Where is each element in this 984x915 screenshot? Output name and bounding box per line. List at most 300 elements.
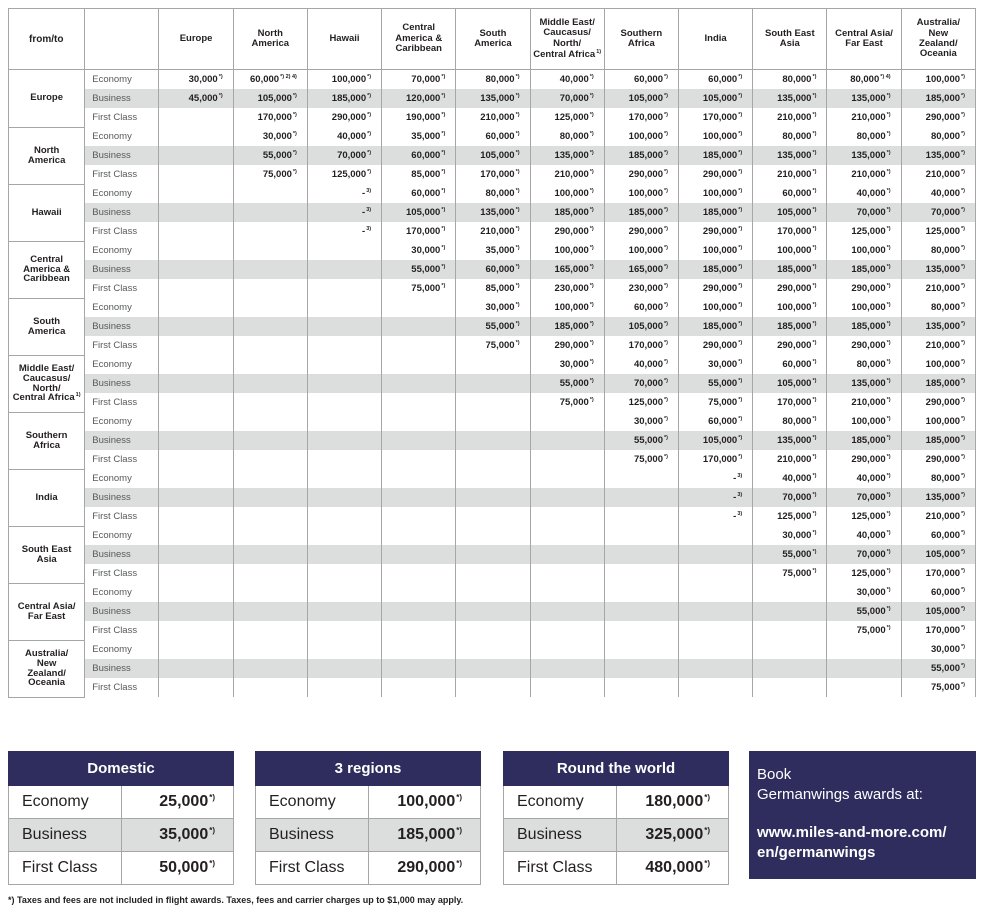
miles-value: 80,000 bbox=[856, 359, 886, 370]
award-miles-cell bbox=[827, 412, 901, 431]
footnote-marker: *) bbox=[812, 397, 817, 403]
footnote-marker: *) bbox=[664, 188, 668, 194]
footnote-marker: *) bbox=[886, 245, 891, 251]
footnote-marker: *) bbox=[664, 302, 668, 308]
award-miles-cell bbox=[382, 640, 456, 659]
award-miles-cell bbox=[604, 602, 678, 621]
award-miles-cell bbox=[604, 279, 678, 298]
footnote-marker: *) bbox=[515, 283, 520, 289]
footnote-marker: *) bbox=[812, 511, 817, 517]
miles-value: 210,000 bbox=[480, 226, 515, 237]
award-miles-cell bbox=[159, 488, 233, 507]
footnote-marker: *) bbox=[961, 150, 965, 156]
footnote-marker: *) bbox=[589, 397, 594, 403]
miles-value: 70,000 bbox=[633, 378, 663, 389]
award-row bbox=[9, 260, 976, 279]
miles-value: 185,000 bbox=[702, 150, 738, 161]
box-title: Round the world bbox=[504, 752, 729, 786]
footnote-marker: *) bbox=[961, 112, 965, 118]
miles-value: 135,000 bbox=[777, 150, 812, 161]
miles-value: 55,000 bbox=[782, 549, 812, 560]
award-miles-cell bbox=[233, 393, 307, 412]
award-miles-cell bbox=[307, 393, 381, 412]
award-miles-cell bbox=[827, 165, 901, 184]
footnote-marker: *) bbox=[664, 131, 668, 137]
miles-value: 185,000 bbox=[851, 264, 886, 275]
award-miles-cell bbox=[159, 203, 233, 222]
award-miles-cell bbox=[604, 431, 678, 450]
miles-value: 70,000 bbox=[930, 207, 961, 218]
footnote-marker: *) bbox=[738, 416, 743, 422]
footnote-marker: *) bbox=[738, 188, 743, 194]
destination-header-row bbox=[9, 9, 976, 70]
footnote-marker: *) bbox=[738, 74, 743, 80]
footnote-marker: *) bbox=[664, 74, 668, 80]
miles-value: 185,000 bbox=[777, 264, 812, 275]
origin-region-line: America bbox=[27, 325, 66, 337]
class-label: Business bbox=[85, 374, 159, 393]
footnote-marker: *) bbox=[886, 549, 891, 555]
miles-value: 105,000 bbox=[702, 435, 738, 446]
miles-value: 210,000 bbox=[925, 511, 961, 522]
award-miles-cell bbox=[901, 279, 975, 298]
award-row bbox=[9, 89, 976, 108]
award-miles-cell bbox=[307, 507, 381, 526]
award-row bbox=[9, 374, 976, 393]
award-miles-cell bbox=[307, 260, 381, 279]
miles-value: 60,000 bbox=[411, 188, 441, 199]
award-miles-cell bbox=[382, 602, 456, 621]
footnote-marker: *) bbox=[961, 93, 965, 99]
class-label: Business bbox=[85, 488, 159, 507]
destination-header-line: Caucasus/ bbox=[543, 27, 591, 39]
box-miles-value: 185,000*) bbox=[369, 819, 481, 852]
miles-value: 40,000 bbox=[856, 530, 886, 541]
award-miles-cell bbox=[678, 602, 752, 621]
award-miles-cell bbox=[382, 317, 456, 336]
award-miles-cell bbox=[678, 431, 752, 450]
footnote-marker: *) bbox=[292, 93, 297, 99]
miles-value: 210,000 bbox=[925, 283, 961, 294]
origin-region-line: Asia bbox=[36, 553, 57, 565]
award-miles-cell bbox=[307, 165, 381, 184]
award-miles-cell bbox=[307, 602, 381, 621]
footnote-marker: *) bbox=[589, 112, 594, 118]
box-miles-value: 180,000*) bbox=[617, 786, 729, 819]
award-grid-body bbox=[9, 70, 976, 698]
miles-value: 100,000 bbox=[702, 188, 738, 199]
award-miles-cell bbox=[233, 127, 307, 146]
award-miles-cell bbox=[382, 450, 456, 469]
award-miles-cell bbox=[382, 222, 456, 241]
award-miles-cell bbox=[456, 374, 530, 393]
destination-header-line: Central bbox=[402, 22, 436, 34]
miles-value: 35,000 bbox=[411, 131, 441, 142]
footnote-marker: *) bbox=[664, 93, 668, 99]
award-miles-cell bbox=[159, 241, 233, 260]
class-label: Business bbox=[85, 659, 159, 678]
award-miles-cell bbox=[604, 678, 678, 697]
award-miles-cell bbox=[827, 621, 901, 640]
miles-value: 70,000 bbox=[411, 74, 441, 85]
miles-value: 135,000 bbox=[925, 264, 961, 275]
award-miles-cell bbox=[233, 374, 307, 393]
award-miles-cell bbox=[901, 469, 975, 488]
footnote-marker: *) bbox=[738, 169, 743, 175]
award-miles-cell bbox=[827, 469, 901, 488]
award-miles-cell bbox=[753, 279, 827, 298]
footnote-marker: *) bbox=[886, 169, 891, 175]
award-miles-cell bbox=[456, 146, 530, 165]
origin-region-line: Caribbean bbox=[23, 273, 70, 285]
origin-region-line: North/ bbox=[32, 382, 61, 394]
award-miles-cell bbox=[530, 355, 604, 374]
award-miles-cell bbox=[307, 203, 381, 222]
miles-value: 55,000 bbox=[708, 378, 738, 389]
footnote-marker: *) bbox=[886, 359, 891, 365]
award-miles-cell bbox=[678, 678, 752, 697]
award-miles-cell bbox=[530, 469, 604, 488]
miles-value: 40,000 bbox=[633, 359, 663, 370]
award-miles-cell bbox=[753, 298, 827, 317]
footnote-marker: *) bbox=[589, 245, 594, 251]
miles-value: - bbox=[733, 473, 737, 484]
miles-value: 170,000 bbox=[257, 112, 292, 123]
footnote-marker: *) bbox=[961, 663, 965, 669]
footnote-marker: *) bbox=[441, 150, 446, 156]
award-miles-cell bbox=[159, 317, 233, 336]
footnote-marker: *) bbox=[738, 397, 743, 403]
footnote-marker: *) bbox=[961, 302, 965, 308]
award-miles-cell bbox=[530, 298, 604, 317]
footnote-marker: *) bbox=[886, 492, 891, 498]
award-miles-cell bbox=[456, 184, 530, 203]
award-miles-cell bbox=[827, 602, 901, 621]
class-label: First Class bbox=[85, 279, 159, 298]
award-miles-cell bbox=[233, 431, 307, 450]
award-miles-cell bbox=[604, 583, 678, 602]
footnote-marker: *) bbox=[515, 245, 520, 251]
award-miles-cell bbox=[604, 355, 678, 374]
miles-value: 105,000 bbox=[406, 207, 441, 218]
footnote-marker: *) bbox=[961, 188, 965, 194]
footnote-marker: *) bbox=[664, 321, 668, 327]
award-miles-cell bbox=[827, 507, 901, 526]
award-miles-cell bbox=[307, 431, 381, 450]
award-row bbox=[9, 488, 976, 507]
award-miles-cell bbox=[827, 431, 901, 450]
origin-region-line: Far East bbox=[27, 610, 66, 622]
award-miles-cell bbox=[307, 545, 381, 564]
award-miles-cell bbox=[678, 355, 752, 374]
award-miles-cell bbox=[233, 469, 307, 488]
miles-value: 135,000 bbox=[925, 321, 961, 332]
miles-value: 290,000 bbox=[851, 454, 886, 465]
footnote-marker: 3) bbox=[737, 473, 743, 479]
award-miles-cell bbox=[159, 355, 233, 374]
miles-value: 120,000 bbox=[406, 93, 441, 104]
award-miles-cell bbox=[604, 260, 678, 279]
award-miles-cell bbox=[382, 393, 456, 412]
footnote-marker: *) bbox=[738, 435, 743, 441]
award-miles-cell bbox=[530, 70, 604, 90]
award-miles-cell bbox=[233, 526, 307, 545]
miles-value: 210,000 bbox=[554, 169, 589, 180]
footnote-marker: *) bbox=[886, 606, 891, 612]
miles-value: 185,000 bbox=[925, 435, 961, 446]
miles-value: 100,000 bbox=[851, 302, 886, 313]
award-miles-cell bbox=[307, 222, 381, 241]
award-miles-cell bbox=[159, 621, 233, 640]
award-miles-cell bbox=[753, 678, 827, 697]
award-row bbox=[9, 393, 976, 412]
award-miles-cell bbox=[307, 184, 381, 203]
origin-region-line: Hawaii bbox=[31, 206, 62, 218]
origin-region bbox=[9, 184, 85, 241]
award-miles-cell bbox=[604, 203, 678, 222]
award-miles-cell bbox=[233, 203, 307, 222]
destination-header bbox=[233, 9, 307, 70]
award-miles-cell bbox=[159, 260, 233, 279]
miles-value: 290,000 bbox=[702, 226, 738, 237]
miles-value: 185,000 bbox=[702, 321, 738, 332]
award-miles-cell bbox=[233, 298, 307, 317]
class-label: Economy bbox=[85, 241, 159, 260]
award-miles-cell bbox=[159, 108, 233, 127]
award-miles-cell bbox=[678, 70, 752, 90]
footnote-marker: *) bbox=[664, 416, 668, 422]
miles-value: 190,000 bbox=[406, 112, 441, 123]
miles-value: 185,000 bbox=[702, 264, 738, 275]
award-miles-cell bbox=[456, 621, 530, 640]
award-miles-cell bbox=[753, 488, 827, 507]
award-miles-cell bbox=[530, 450, 604, 469]
footnote-marker: *) bbox=[664, 169, 668, 175]
class-label: Business bbox=[85, 545, 159, 564]
footnote-marker: *) bbox=[961, 568, 965, 574]
miles-value: 170,000 bbox=[702, 454, 738, 465]
award-miles-cell bbox=[456, 279, 530, 298]
award-miles-cell bbox=[159, 165, 233, 184]
class-label: Business bbox=[85, 431, 159, 450]
award-miles-cell bbox=[604, 488, 678, 507]
footnote-marker: *) bbox=[886, 321, 891, 327]
award-miles-cell bbox=[753, 146, 827, 165]
footnote-marker: *) bbox=[589, 340, 594, 346]
award-miles-cell bbox=[604, 89, 678, 108]
miles-value: 40,000 bbox=[856, 188, 886, 199]
award-miles-cell bbox=[307, 678, 381, 697]
award-miles-cell bbox=[753, 222, 827, 241]
footnote-marker: *) bbox=[886, 454, 891, 460]
miles-value: 40,000 bbox=[337, 131, 367, 142]
footnote-marker: *) bbox=[515, 264, 520, 270]
origin-region-line: Australia/ bbox=[24, 647, 69, 659]
award-miles-cell bbox=[901, 507, 975, 526]
award-miles-cell bbox=[159, 507, 233, 526]
award-miles-cell bbox=[456, 108, 530, 127]
award-row bbox=[9, 184, 976, 203]
award-row bbox=[9, 203, 976, 222]
award-miles-cell bbox=[678, 184, 752, 203]
award-miles-cell bbox=[827, 317, 901, 336]
award-miles-cell bbox=[233, 621, 307, 640]
award-miles-cell bbox=[753, 545, 827, 564]
award-miles-cell bbox=[233, 412, 307, 431]
footnote-marker: *) bbox=[515, 74, 520, 80]
award-miles-cell bbox=[456, 469, 530, 488]
award-miles-cell bbox=[530, 564, 604, 583]
award-miles-cell bbox=[307, 317, 381, 336]
award-miles-cell bbox=[827, 184, 901, 203]
destination-header bbox=[753, 9, 827, 70]
award-miles-cell bbox=[233, 222, 307, 241]
footnote-marker: *) bbox=[886, 226, 891, 232]
miles-value: 105,000 bbox=[257, 93, 292, 104]
footnote-marker: *) bbox=[886, 473, 891, 479]
award-miles-cell bbox=[530, 621, 604, 640]
miles-value: 80,000 bbox=[930, 131, 961, 142]
footnote-marker: *) bbox=[664, 245, 668, 251]
footnote-marker: *) bbox=[664, 435, 668, 441]
booking-url-part: www.miles-and-more.com/ bbox=[757, 824, 947, 841]
class-label: Economy bbox=[85, 298, 159, 317]
award-miles-cell bbox=[901, 241, 975, 260]
footnote-marker: *) bbox=[812, 530, 817, 536]
award-miles-cell bbox=[604, 165, 678, 184]
award-miles-cell bbox=[456, 507, 530, 526]
miles-value: 290,000 bbox=[554, 226, 589, 237]
award-miles-cell bbox=[159, 583, 233, 602]
footnote-marker: *) bbox=[664, 283, 668, 289]
award-miles-cell bbox=[456, 640, 530, 659]
award-miles-cell bbox=[827, 583, 901, 602]
miles-value: 170,000 bbox=[925, 625, 961, 636]
award-miles-cell bbox=[307, 108, 381, 127]
origin-region-line: Caucasus/ bbox=[22, 372, 71, 384]
destination-header-line: Far East bbox=[845, 38, 883, 49]
award-miles-cell bbox=[530, 412, 604, 431]
miles-value: 135,000 bbox=[851, 150, 886, 161]
award-miles-cell bbox=[456, 393, 530, 412]
award-miles-cell bbox=[901, 431, 975, 450]
award-miles-cell bbox=[753, 127, 827, 146]
award-miles-cell bbox=[233, 260, 307, 279]
award-miles-cell bbox=[307, 526, 381, 545]
award-miles-cell bbox=[382, 298, 456, 317]
destination-header bbox=[382, 9, 456, 70]
award-miles-cell bbox=[159, 374, 233, 393]
award-row bbox=[9, 222, 976, 241]
footnote-marker: *) bbox=[738, 112, 743, 118]
miles-value: 30,000 bbox=[856, 587, 886, 598]
award-miles-cell bbox=[530, 108, 604, 127]
award-miles-cell bbox=[901, 564, 975, 583]
award-miles-cell bbox=[827, 70, 901, 90]
class-label: Economy bbox=[85, 583, 159, 602]
award-row bbox=[9, 564, 976, 583]
box-title: Domestic bbox=[9, 752, 234, 786]
miles-value: 210,000 bbox=[777, 112, 812, 123]
award-miles-cell bbox=[307, 469, 381, 488]
award-miles-cell bbox=[678, 583, 752, 602]
footnote-marker: *) bbox=[961, 283, 965, 289]
class-label: Economy bbox=[85, 469, 159, 488]
award-miles-cell bbox=[753, 659, 827, 678]
award-miles-cell bbox=[159, 412, 233, 431]
miles-value: 290,000 bbox=[925, 397, 961, 408]
footnote-marker: *) bbox=[886, 93, 891, 99]
award-miles-cell bbox=[530, 317, 604, 336]
award-miles-cell bbox=[678, 545, 752, 564]
award-miles-cell bbox=[753, 70, 827, 90]
award-miles-cell bbox=[901, 89, 975, 108]
booking-url-link[interactable] bbox=[757, 823, 968, 863]
footnote-marker: *) bbox=[292, 131, 297, 137]
footnote-marker: *) bbox=[738, 264, 743, 270]
footnote-marker: *) bbox=[515, 188, 520, 194]
footnote-marker: *) bbox=[812, 378, 817, 384]
award-miles-cell bbox=[827, 564, 901, 583]
domestic-box bbox=[8, 751, 234, 885]
award-miles-cell bbox=[382, 545, 456, 564]
award-miles-cell bbox=[456, 545, 530, 564]
award-miles-cell bbox=[233, 241, 307, 260]
origin-region-line: Africa bbox=[33, 439, 61, 451]
award-miles-cell bbox=[456, 564, 530, 583]
miles-value: 75,000 bbox=[411, 283, 441, 294]
award-miles-cell bbox=[530, 507, 604, 526]
miles-value: 290,000 bbox=[777, 340, 812, 351]
award-miles-cell bbox=[678, 146, 752, 165]
miles-value: 125,000 bbox=[777, 511, 812, 522]
footnote-marker: *) bbox=[961, 473, 965, 479]
award-row bbox=[9, 279, 976, 298]
award-miles-cell bbox=[530, 89, 604, 108]
award-miles-cell bbox=[901, 412, 975, 431]
award-miles-cell bbox=[604, 450, 678, 469]
award-miles-cell bbox=[233, 184, 307, 203]
box-miles-value: 35,000*) bbox=[122, 819, 234, 852]
award-miles-cell bbox=[382, 564, 456, 583]
footnote-marker: *) bbox=[961, 454, 965, 460]
award-miles-cell bbox=[456, 431, 530, 450]
miles-value: 290,000 bbox=[925, 112, 961, 123]
award-miles-cell bbox=[604, 298, 678, 317]
footnote-marker: *) bbox=[812, 207, 817, 213]
footnote-marker: *) bbox=[738, 207, 743, 213]
award-row bbox=[9, 526, 976, 545]
award-miles-cell bbox=[678, 450, 752, 469]
footnote-marker: *) bbox=[218, 93, 223, 99]
miles-value: - bbox=[362, 207, 366, 218]
footnote-marker: *) bbox=[886, 188, 891, 194]
award-miles-cell bbox=[307, 298, 381, 317]
award-miles-cell bbox=[159, 659, 233, 678]
miles-value: 125,000 bbox=[628, 397, 663, 408]
award-miles-cell bbox=[456, 583, 530, 602]
award-miles-cell bbox=[159, 526, 233, 545]
award-miles-cell bbox=[456, 450, 530, 469]
award-miles-cell bbox=[382, 507, 456, 526]
footnote-marker: *) bbox=[738, 302, 743, 308]
miles-value: 210,000 bbox=[851, 169, 886, 180]
miles-value: 80,000 bbox=[930, 302, 961, 313]
award-miles-cell bbox=[827, 374, 901, 393]
award-miles-cell bbox=[901, 545, 975, 564]
footnote-marker: *) bbox=[738, 150, 743, 156]
miles-value: 60,000 bbox=[411, 150, 441, 161]
